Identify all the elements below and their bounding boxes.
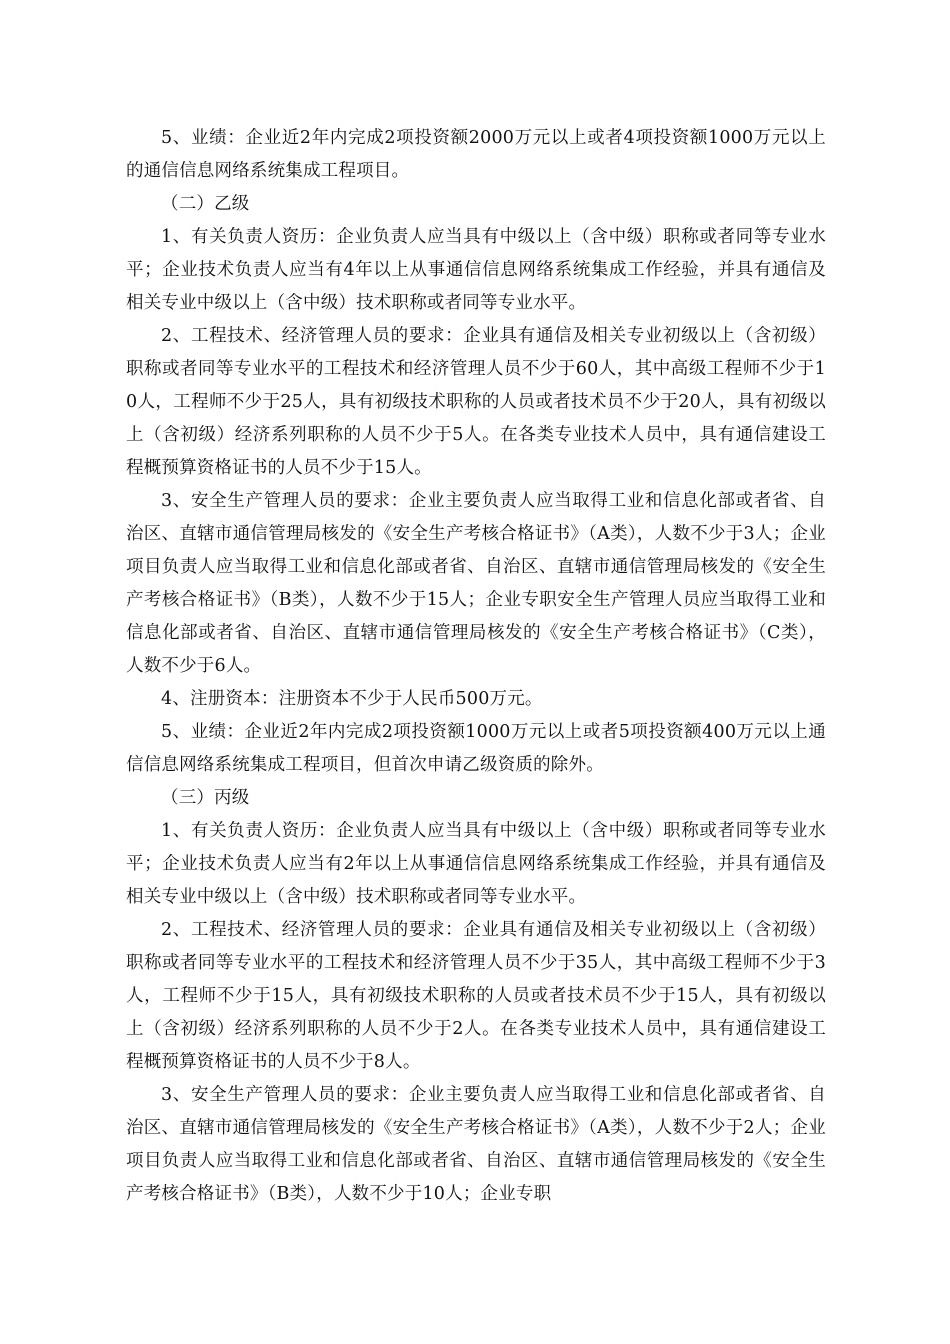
paragraph-class-b-capital: 4、注册资本：注册资本不少于人民币500万元。 bbox=[161, 689, 543, 709]
paragraph-class-b-leadership: 1、有关负责人资历：企业负责人应当具有中级以上（含中级）职称或者同等专业水平；企业技术负责人应当有4年以上从事通信信息网络系统集成工作经验，并具有通信及相关专业中级以上（含中级）技术职称或者同等专业水平。 bbox=[126, 227, 826, 313]
paragraph-class-a-performance: 5、业绩：企业近2年内完成2项投资额2000万元以上或者4项投资额1000万元以上的通信信息网络系统集成工程项目。 bbox=[126, 128, 826, 181]
paragraph-class-b-safety: 3、安全生产管理人员的要求：企业主要负责人应当取得工业和信息化部或者省、自治区、直辖市通信管理局核发的《安全生产考核合格证书》（A类），人数不少于3人；企业项目负责人应当取得工业和信息化部或者省、自治区、直辖市通信管理局核发的《安全生产考核合格证书》（B类），人数不少于15人；企业专职安全生产管理人员应当取得工业和信息化部或者省、自治区、直辖市通信管理局核发的《安全生产考核合格证书》（C类），人数不少于6人。 bbox=[126, 491, 826, 676]
paragraph-class-c-leadership: 1、有关负责人资历：企业负责人应当具有中级以上（含中级）职称或者同等专业水平；企业技术负责人应当有2年以上从事通信信息网络系统集成工作经验，并具有通信及相关专业中级以上（含中级）技术职称或者同等专业水平。 bbox=[126, 821, 826, 907]
paragraph-class-b-staff: 2、工程技术、经济管理人员的要求：企业具有通信及相关专业初级以上（含初级）职称或者同等专业水平的工程技术和经济管理人员不少于60人，其中高级工程师不少于10人，工程师不少于25人，具有初级技术职称的人员或者技术员不少于20人，具有初级以上（含初级）经济系列职称的人员不少于5人。在各类专业技术人员中，具有通信建设工程概预算资格证书的人员不少于15人。 bbox=[126, 326, 826, 478]
paragraph-class-b-performance: 5、业绩：企业近2年内完成2项投资额1000万元以上或者5项投资额400万元以上通信信息网络系统集成工程项目，但首次申请乙级资质的除外。 bbox=[126, 722, 826, 775]
paragraph-class-c-staff: 2、工程技术、经济管理人员的要求：企业具有通信及相关专业初级以上（含初级）职称或者同等专业水平的工程技术和经济管理人员不少于35人，其中高级工程师不少于3人，工程师不少于15人，具有初级技术职称的人员或者技术员不少于15人，具有初级以上（含初级）经济系列职称的人员不少于2人。在各类专业技术人员中，具有通信建设工程概预算资格证书的人员不少于8人。 bbox=[126, 920, 826, 1072]
document-body bbox=[126, 122, 826, 1211]
section-heading-class-c: （三）丙级 bbox=[161, 788, 250, 808]
paragraph-class-c-safety: 3、安全生产管理人员的要求：企业主要负责人应当取得工业和信息化部或者省、自治区、直辖市通信管理局核发的《安全生产考核合格证书》（A类），人数不少于2人；企业项目负责人应当取得工业和信息化部或者省、自治区、直辖市通信管理局核发的《安全生产考核合格证书》（B类），人数不少于10人；企业专职 bbox=[126, 1085, 826, 1204]
section-heading-class-b: （二）乙级 bbox=[161, 194, 250, 214]
